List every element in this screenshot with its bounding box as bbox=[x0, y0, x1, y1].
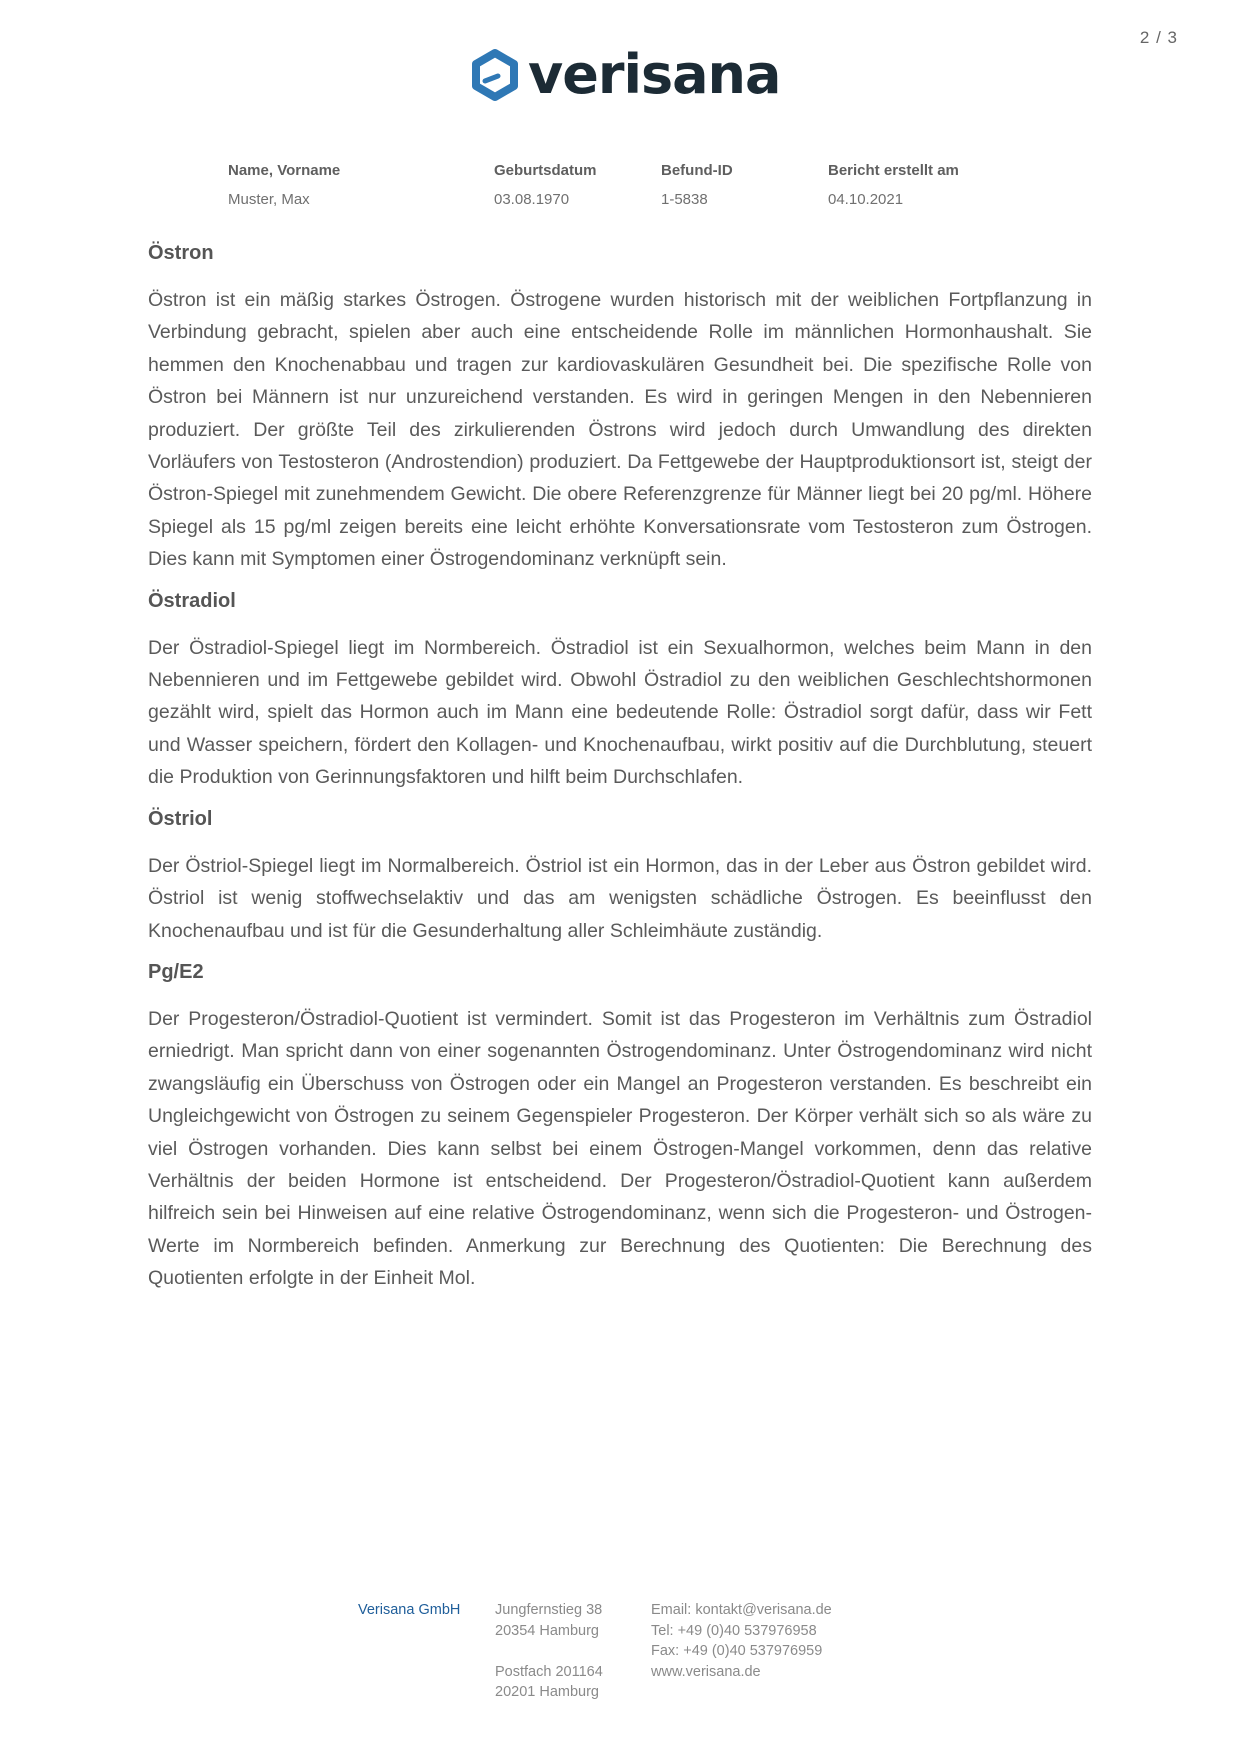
footer-fax: Fax: +49 (0)40 537976959 bbox=[651, 1643, 823, 1659]
section-oestron bbox=[148, 240, 1092, 576]
field-report-date bbox=[828, 162, 959, 208]
footer-address-line: 20354 Hamburg bbox=[495, 1622, 599, 1639]
field-label: Bericht erstellt am bbox=[828, 162, 959, 179]
footer-email[interactable]: Email: kontakt@verisana.de bbox=[651, 1602, 832, 1618]
section-text: Der Östriol-Spiegel liegt im Normalbereich. Östriol ist ein Hormon, das in der Leber aus Östron gebildet wird. Östriol ist wenig stoffwechselaktiv und das am wenigsten schädliche Östrogen. Es beeinflusst den Knochenaufbau und ist für die Gesunderhaltung aller Schleimhäute zuständig. bbox=[148, 854, 1092, 942]
section-title: Östradiol bbox=[148, 589, 236, 612]
verisana-logo-icon bbox=[468, 48, 522, 102]
section-pg-e2 bbox=[148, 959, 1092, 1295]
section-text: Der Progesteron/Östradiol-Quotient ist vermindert. Somit ist das Progesteron im Verhältnis zum Östradiol erniedrigt. Man spricht dann von einer sogenannten Östrogendominanz. Unter Östrogendominanz wird nicht zwangsläufig ein Überschuss von Östrogen oder ein Mangel an Progesteron verstanden. Es beschreibt ein Ungleichgewicht von Östrogen zu seinem Gegenspieler Progesteron. Der Körper verhält sich so als wäre zu viel Östrogen vorhanden. Dies kann selbst bei einem Östrogen-Mangel vorkommen, denn das relative Verhältnis der beiden Hormone ist entscheidend. Der Progesteron/Östradiol-Quotient kann außerdem hilfreich sein bei Hinweisen auf eine relative Östrogendominanz, wenn sich die Progesteron- und Östrogen-Werte im Normbereich befinden. Anmerkung zur Berechnung des Quotienten: Die Berechnung des Quotienten erfolgte in der Einheit Mol. bbox=[148, 1007, 1092, 1290]
field-birthdate bbox=[494, 162, 597, 208]
field-label: Name, Vorname bbox=[228, 162, 341, 179]
field-report-id bbox=[661, 162, 733, 208]
section-oestradiol bbox=[148, 588, 1092, 794]
field-value: Muster, Max bbox=[228, 191, 310, 208]
footer-company: Verisana GmbH bbox=[358, 1602, 461, 1618]
footer-website[interactable]: www.verisana.de bbox=[651, 1663, 761, 1680]
footer-postbox-line: Postfach 201164 bbox=[495, 1663, 603, 1680]
report-content bbox=[148, 240, 1092, 1307]
footer-contact bbox=[651, 1600, 832, 1682]
footer-phone: Tel: +49 (0)40 537976958 bbox=[651, 1622, 817, 1639]
field-label: Geburtsdatum bbox=[494, 162, 597, 179]
footer-postbox-line: 20201 Hamburg bbox=[495, 1684, 599, 1700]
section-text: Östron ist ein mäßig starkes Östrogen. Östrogene wurden historisch mit der weiblichen Fortpflanzung in Verbindung gebracht, spielen aber auch eine entscheidende Rolle im männlichen Hormonhaushalt. Sie hemmen den Knochenabbau und tragen zur kardiovaskulären Gesundheit bei. Die spezifische Rolle von Östron bei Männern ist nur unzureichend verstanden. Es wird in geringen Mengen in den Nebennieren produziert. Der größte Teil des zirkulierenden Östrons wird jedoch durch Umwandlung des direkten Vorläufers von Testosteron (Androstendion) produziert. Da Fettgewebe der Hauptproduktionsort ist, steigt der Östron-Spiegel mit zunehmendem Gewicht. Die obere Referenzgrenze für Männer liegt bei 20 pg/ml. Höhere Spiegel als 15 pg/ml zeigen bereits eine leicht erhöhte Konversationsrate vom Testosteron zum Östrogen. Dies kann mit Symptomen einer Östrogendominanz verknüpft sein. bbox=[148, 289, 1092, 571]
section-text: Der Östradiol-Spiegel liegt im Normbereich. Östradiol ist ein Sexualhormon, welches beim Mann in den Nebennieren und im Fettgewebe gebildet wird. Obwohl Östradiol zu den weiblichen Geschlechtshormonen gezählt wird, spielt das Hormon auch im Mann eine bedeutende Rolle: Östradiol sorgt dafür, dass wir Fett und Wasser speichern, fördert den Kollagen- und Knochenaufbau, wirkt positiv auf die Durchblutung, steuert die Produktion von Gerinnungsfaktoren und hilft beim Durchschlafen. bbox=[148, 636, 1092, 789]
field-name bbox=[228, 162, 340, 208]
brand-logo bbox=[468, 43, 781, 106]
brand-name: verisana bbox=[528, 43, 781, 106]
field-label: Befund-ID bbox=[661, 162, 733, 179]
section-title: Pg/E2 bbox=[148, 960, 204, 983]
field-value: 04.10.2021 bbox=[828, 191, 904, 208]
field-value: 03.08.1970 bbox=[494, 191, 570, 208]
section-oestriol bbox=[148, 806, 1092, 947]
section-title: Östriol bbox=[148, 807, 213, 830]
footer-address bbox=[495, 1600, 603, 1703]
field-value: 1-5838 bbox=[661, 191, 708, 208]
page-number: 2 / 3 bbox=[1139, 28, 1178, 47]
footer-address-line: Jungfernstieg 38 bbox=[495, 1602, 603, 1618]
section-title: Östron bbox=[148, 242, 214, 264]
